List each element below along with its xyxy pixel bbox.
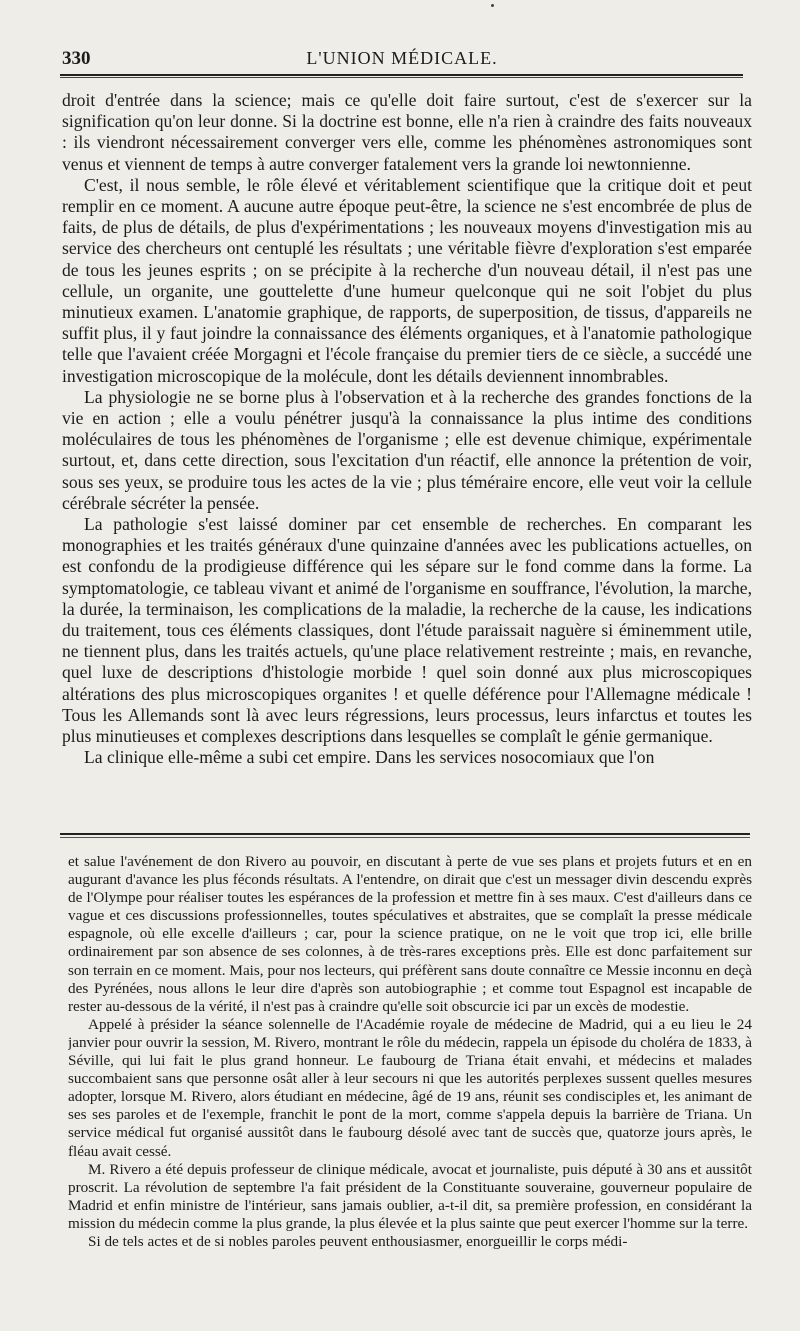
page-header [62, 44, 742, 74]
feuilleton-divider [60, 833, 750, 835]
article-paragraph: C'est, il nous semble, le rôle élevé et véritablement scientifique que la critique doit et peut remplir en ce moment. A aucune autre époque peut-être, la science ne s'est encombrée de plus de faits, de plus de détails, de plus d'expérimentations ; les nouveaux moyens d'investigation mis au service des chercheurs ont centuplé les résultats ; une véritable fièvre d'exploration s'est emparée de tous les jeunes esprits ; on se précipite à la recherche d'un nouveau détail, il n'est pas une cellule, un organite, une gouttelette d'une humeur quelconque qui ne soit l'objet du plus minutieux examen. L'anatomie graphique, de rapports, de superposition, de tissus, d'appareils ne suffit plus, il y faut joindre la connaissance des éléments organiques, et à l'anatomie pathologique telle que l'avaient créée Morgagni et l'école française du premier tiers de ce siècle, a succédé une investigation microscopique de la molécule, dont les détails deviennent innombrables. [62, 174, 752, 386]
ink-dot [491, 4, 494, 7]
article-paragraph: La clinique elle-même a subi cet empire. Dans les services nosocomiaux que l'on [84, 747, 655, 768]
feuilleton-section [68, 853, 752, 1323]
feuilleton-paragraph: et salue l'avénement de don Rivero au pouvoir, en discutant à perte de vue ses plans et projets futurs et en en augurant d'avance les plus féconds résultats. A l'entendre, on dirait que c'est un messager divin descendu exprès de l'Olympe pour réaliser toutes les espérances de la profession et mettre fin à ses maux. C'est d'ailleurs dans ce vague et ces discussions professionnelles, toutes spéculatives et abstraites, que se complaît la presse médicale espagnole, où elle excelle d'ailleurs ; car, pour la science pratique, on ne le voit que trop ici, elle brille ordinairement par son absence de ses colonnes, à de très-rares exceptions près. Elle est donc parfaitement sur son terrain en ce moment. Mais, pour nos lecteurs, qui préfèrent sans doute connaître ce Messie inconnu en deçà des Pyrénées, nous allons le leur dire d'après son autobiographie ; et comme tout Espagnol est incapable de rester au-dessous de la vérité, il n'est pas à craindre qu'elle soit obscurcie ici par un excès de modestie. [68, 853, 752, 1015]
feuilleton-paragraph: Appelé à présider la séance solennelle de l'Académie royale de médecine de Madrid, qui a eu lieu le 24 janvier pour ouvrir la session, M. Rivero, montrant le rôle du médecin, rappela un épisode du choléra de 1833, à Séville, qui lui fait le plus grand honneur. Le faubourg de Triana était envahi, et médecins et malades succombaient sans que personne osât aller à leur secours ni que les autorités perplexes sussent quelles mesures adopter, lorsque M. Rivero, alors étudiant en médecine, âgé de 19 ans, réunit ses condisciples et, les animant de ses ses paroles et de l'exemple, franchit le pont de la mort, comme s'appela depuis la barrière de Triana. Un service médical fut organisé aussitôt dans le faubourg désolé avec tant de succès que, quatorze jours après, le fléau avait cessé. [68, 1015, 752, 1160]
main-article [62, 90, 752, 830]
page-number: 330 [62, 48, 91, 69]
article-paragraph: La pathologie s'est laissé dominer par cet ensemble de recherches. En comparant les monographies et les traités généraux d'une quinzaine d'années avec les publications actuelles, on est confondu de la prodigieuse différence qui les sépare sur le fond comme dans la forme. La symptomatologie, ce tableau vivant et animé de l'organisme en souffrance, l'évolution, la marche, la durée, la terminaison, les complications de la maladie, la recherche de la cause, les indications du traitement, tous ces éléments classiques, dont l'étude paraissait naguère si éminemment utile, ne tiennent plus, dans les traités actuels, qu'une place relativement restreinte ; mais, en revanche, quel luxe de descriptions d'histologie morbide ! quel soin donné aux plus microscopiques altérations des plus microscopiques organites ! et quelle déférence pour l'Allemagne médicale ! Tous les Allemands sont là avec leurs régressions, leurs processus, leurs infarctus et toutes les plus minutieuses et complexes descriptions dans lesquelles se complaît le génie germanique. [62, 514, 752, 747]
header-rule-thin [60, 77, 743, 78]
article-paragraph: La physiologie ne se borne plus à l'observation et à la recherche des grandes fonctions de la vie en action ; elle a voulu pénétrer jusqu'à la connaissance la plus intime des conditions moléculaires de tous les phénomènes de l'organisme ; elle est devenue chimique, expérimentale surtout, et, dans cette direction, sous l'excitation d'un réactif, elle annonce la prétention de voir, sous ses yeux, se produire tous les actes de la vie ; plus téméraire encore, elle veut voir la cellule cérébrale sécréter la pensée. [62, 386, 752, 513]
article-paragraph: droit d'entrée dans la science; mais ce qu'elle doit faire surtout, c'est de s'exercer sur la signification qu'on leur donne. Si la doctrine est bonne, elle n'a rien à craindre des faits nouveaux : ils viendront nécessairement converger vers elle, comme les phénomènes astronomiques sont venus et viennent de temps à autre converger fatalement vers la grande loi newtonnienne. [62, 90, 752, 174]
feuilleton-paragraph: M. Rivero a été depuis professeur de clinique médicale, avocat et journaliste, puis député à 30 ans et aussitôt proscrit. La révolution de septembre l'a fait président de la Constituante souveraine, gouverneur populaire de Madrid et enfin ministre de l'intérieur, sans jamais oublier, a-t-il dit, sa première profession, en considérant la mission du médecin comme la plus grande, la plus élevée et la plus sainte que peut exercer l'homme sur la terre. [68, 1160, 752, 1232]
feuilleton-paragraph: Si de tels actes et de si nobles paroles peuvent enthousiasmer, enorgueillir le corps médi- [88, 1232, 628, 1250]
running-title: L'UNION MÉDICALE. [306, 48, 498, 68]
feuilleton-divider-thin [60, 837, 750, 838]
header-rule [60, 74, 743, 76]
